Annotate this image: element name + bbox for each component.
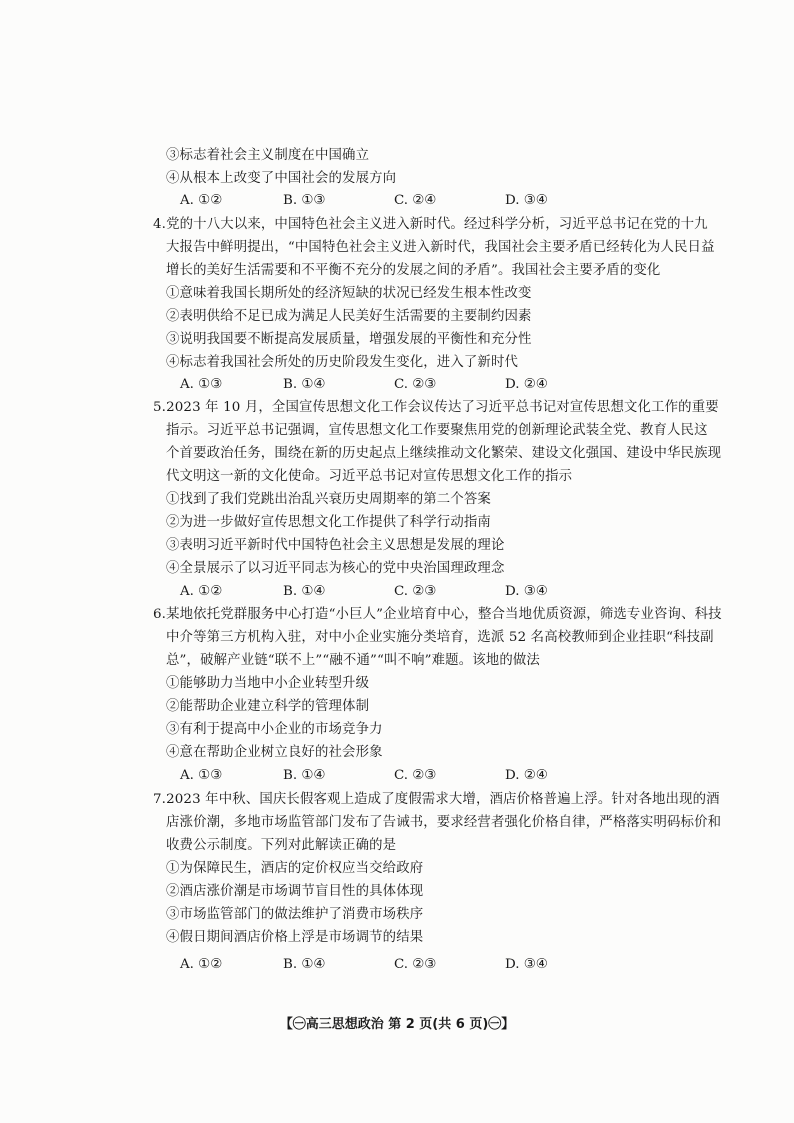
q4-option-2: ②表明供给不足已成为满足人民美好生活需要的主要制约因素 [166, 309, 532, 324]
q6-stem-line-3: 总”，破解产业链“联不上”“融不通”“叫不响”难题。该地的做法 [166, 653, 540, 668]
q7-option-4: ④假日期间酒店价格上浮是市场调节的结果 [166, 930, 424, 945]
q4-stem-line-1: 4.党的十八大以来，中国特色社会主义进入新时代。经过科学分析，习近平总书记在党的十九 [153, 217, 708, 232]
q3-choice-a: A. ①② [180, 193, 223, 208]
q3-option-4: ④从根本上改变了中国社会的发展方向 [166, 171, 397, 186]
q5-choice-c: C. ②③ [394, 584, 437, 599]
q7-choices [180, 955, 630, 975]
q4-choice-c: C. ②③ [394, 377, 437, 392]
q4-option-4: ④标志着我国社会所处的历史阶段发生变化，进入了新时代 [166, 355, 519, 370]
q7-option-3: ③市场监管部门的做法维护了消费市场秩序 [166, 907, 424, 922]
q3-choice-b: B. ①③ [283, 193, 326, 208]
q6-choice-b: B. ①④ [283, 768, 326, 783]
q7-option-2: ②酒店涨价潮是市场调节盲目性的具体体现 [166, 884, 424, 899]
q5-stem-line-4: 代文明这一新的文化使命。习近平总书记对宣传思想文化工作的指示 [166, 469, 573, 484]
q6-option-2: ②能帮助企业建立科学的管理体制 [166, 699, 370, 714]
q6-choice-a: A. ①③ [180, 768, 223, 783]
q3-choices [180, 191, 630, 211]
q6-stem-line-1: 6.某地依托党群服务中心打造“小巨人”企业培育中心，整合当地优质资源，筛选专业咨询、科技 [153, 607, 722, 622]
q5-choices [180, 582, 630, 602]
q6-choice-c: C. ②③ [394, 768, 437, 783]
q7-option-1: ①为保障民生，酒店的定价权应当交给政府 [166, 861, 424, 876]
q6-choices [180, 766, 630, 786]
q7-choice-a: A. ①② [180, 957, 223, 972]
q6-option-4: ④意在帮助企业树立良好的社会形象 [166, 745, 383, 760]
q4-option-1: ①意味着我国长期所处的经济短缺的状况已经发生根本性改变 [166, 286, 532, 301]
q3-option-3: ③标志着社会主义制度在中国确立 [166, 148, 370, 163]
q5-option-4: ④全景展示了以习近平同志为核心的党中央治国理政理念 [166, 561, 505, 576]
q5-choice-d: D. ③④ [505, 584, 548, 599]
q4-choice-b: B. ①④ [283, 377, 326, 392]
q5-choice-b: B. ①④ [283, 584, 326, 599]
q7-stem-line-3: 收费公示制度。下列对此解读正确的是 [166, 838, 397, 853]
q4-choice-a: A. ①③ [180, 377, 223, 392]
q6-choice-d: D. ②④ [505, 768, 548, 783]
q7-choice-c: C. ②③ [394, 957, 437, 972]
page-footer: 【㊀高三思想政治 第 2 页(共 6 页)㊀】 [279, 1017, 515, 1032]
q7-choice-d: D. ③④ [505, 957, 548, 972]
q5-option-1: ①找到了我们党跳出治乱兴衰历史周期率的第二个答案 [166, 492, 491, 507]
q5-stem-line-3: 个首要政治任务，围绕在新的历史起点上继续推动文化繁荣、建设文化强国、建设中华民族现 [166, 446, 722, 461]
q7-stem-line-1: 7.2023 年中秋、国庆长假客观上造成了度假需求大增，酒店价格普遍上浮。针对各地出现的酒 [153, 792, 720, 807]
q4-stem-line-3: 增长的美好生活需要和不平衡不充分的发展之间的矛盾”。我国社会主要矛盾的变化 [166, 263, 661, 278]
q3-choice-c: C. ②④ [394, 193, 437, 208]
q7-stem-line-2: 店涨价潮，多地市场监管部门发布了告诫书，要求经营者强化价格自律，严格落实明码标价和 [166, 815, 722, 830]
q5-stem-line-2: 指示。习近平总书记强调，宣传思想文化工作要聚焦用党的创新理论武装全党、教育人民这 [166, 423, 708, 438]
q6-option-1: ①能够助力当地中小企业转型升级 [166, 676, 370, 691]
q5-option-3: ③表明习近平新时代中国特色社会主义思想是发展的理论 [166, 538, 505, 553]
q7-choice-b: B. ①④ [283, 957, 326, 972]
q5-option-2: ②为进一步做好宣传思想文化工作提供了科学行动指南 [166, 515, 491, 530]
q5-stem-line-1: 5.2023 年 10 月，全国宣传思想文化工作会议传达了习近平总书记对宣传思想文化工作的重要 [153, 400, 719, 415]
q4-choices [180, 375, 630, 395]
q4-choice-d: D. ②④ [505, 377, 548, 392]
q6-option-3: ③有利于提高中小企业的市场竞争力 [166, 722, 383, 737]
q4-option-3: ③说明我国要不断提高发展质量，增强发展的平衡性和充分性 [166, 332, 532, 347]
q3-choice-d: D. ③④ [505, 193, 548, 208]
q5-choice-a: A. ①② [180, 584, 223, 599]
q6-stem-line-2: 中介等第三方机构入驻，对中小企业实施分类培育，选派 52 名高校教师到企业挂职“科技副 [166, 630, 714, 645]
q4-stem-line-2: 大报告中鲜明提出，“中国特色社会主义进入新时代，我国社会主要矛盾已经转化为人民日益 [166, 240, 715, 255]
